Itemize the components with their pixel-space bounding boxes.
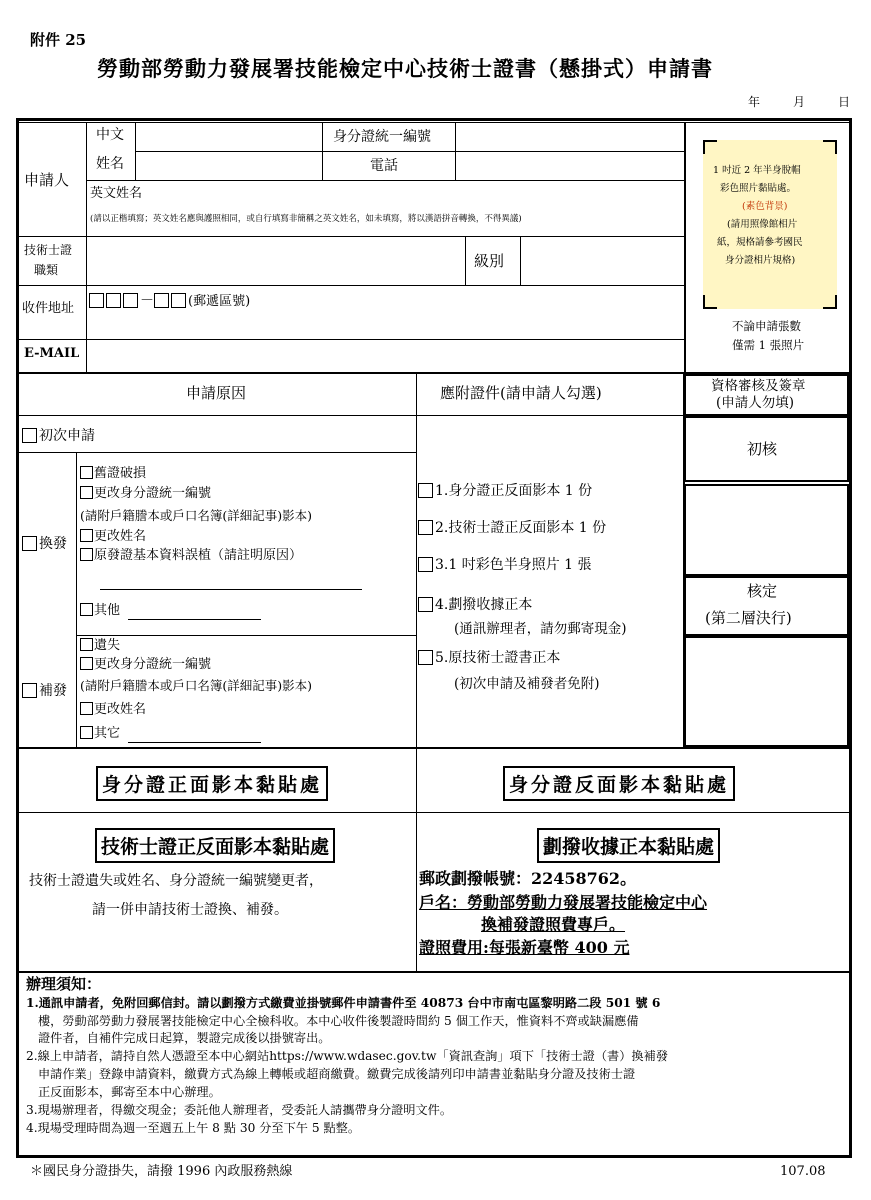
checkbox[interactable] [80, 466, 93, 479]
applicant-label: 申請人 [24, 171, 70, 189]
date-month: 月 [793, 95, 806, 109]
note-2-line-2: 申請作業」登錄申請資料，繳費方式為線上轉帳或超商繳費。繳費完成後請列印申請書並黏貼身分證及技術士證 [38, 1067, 636, 1081]
id-front-paste-label: 身分證正面影本黏貼處 [96, 766, 328, 801]
postal-digit-5[interactable] [171, 293, 186, 308]
checkbox[interactable] [418, 557, 433, 572]
id-number-label: 身分證統一編號 [333, 129, 431, 145]
photo-corner-tl [703, 140, 717, 154]
replace-item-other[interactable]: 其它 [80, 726, 120, 742]
reissue-option[interactable]: 換發 [22, 536, 67, 552]
reissue-reason-line[interactable] [100, 589, 362, 590]
footer-hotline: ＊國民身分證掛失，請撥 1996 內政服務熱線 [30, 1164, 293, 1179]
email-label: E-MAIL [24, 346, 80, 361]
attachment-id-copy[interactable]: 1.身分證正反面影本 1 份 [418, 483, 592, 499]
reissue-item-id-change[interactable]: 更改身分證統一編號 [80, 486, 211, 502]
photo-instruction-5: 紙，規格請參考國民 [717, 237, 803, 248]
photo-note-1: 不論申請張數 [732, 319, 801, 333]
reasons-header: 申請原因 [186, 384, 247, 402]
review-header: 資格審核及簽章 [711, 378, 806, 394]
english-name-field[interactable] [160, 183, 680, 205]
photo-instruction-3: (素色背景) [742, 201, 788, 212]
id-number-field[interactable] [456, 123, 683, 150]
attachment-receipt-note: (通訊辦理者，請勿郵寄現金) [454, 621, 627, 637]
postal-code-boxes[interactable] [89, 290, 250, 310]
note-2-line-3: 正反面影本，郵寄至本中心辦理。 [38, 1085, 221, 1099]
photo-instruction-2: 彩色照片黏貼處。 [720, 183, 797, 194]
note-4: 4.現場受理時間為週一至週五上午 8 點 30 分至下午 5 點整。 [26, 1121, 361, 1135]
form-title: 勞動部勞動力發展署技能檢定中心技術士證書（懸掛式）申請書 [97, 56, 713, 81]
checkbox[interactable] [80, 603, 93, 616]
id-back-paste-label: 身分證反面影本黏貼處 [503, 766, 735, 801]
checkbox[interactable] [418, 483, 433, 498]
chinese-name-label-2: 姓名 [96, 156, 124, 172]
footer-version: 107.08 [780, 1164, 826, 1179]
checkbox[interactable] [80, 657, 93, 670]
reissue-item-name-change[interactable]: 更改姓名 [80, 529, 146, 545]
checkbox[interactable] [418, 650, 433, 665]
attachment-cert-copy[interactable]: 2.技術士證正反面影本 1 份 [418, 520, 606, 536]
email-field[interactable] [88, 341, 682, 371]
replace-option[interactable]: 補發 [22, 683, 67, 699]
notes-title: 辦理須知： [26, 975, 102, 993]
first-application-option[interactable]: 初次申請 [22, 428, 95, 444]
photo-corner-bl [703, 295, 717, 309]
postal-digit-4[interactable] [154, 293, 169, 308]
note-2-line-1: 2.線上申請者，請持自然人憑證至本中心網站https://www.wdasec.gov.tw「資訊查詢」項下「技術士證（書）換補發 [26, 1049, 668, 1063]
postal-digit-1[interactable] [89, 293, 104, 308]
photo-corner-br [823, 295, 837, 309]
postal-account: 郵政劃撥帳號：22458762。 [419, 869, 637, 888]
cert-copy-note-1: 技術士證遺失或姓名、身分證統一編號變更者， [29, 873, 323, 889]
review-initial-sign-box [684, 484, 849, 576]
reissue-item-other[interactable]: 其他 [80, 603, 120, 619]
level-field[interactable] [522, 238, 682, 284]
photo-instruction-4: (請用照像館相片 [727, 219, 798, 230]
cert-type-field[interactable] [88, 238, 463, 284]
checkbox[interactable] [80, 486, 93, 499]
replace-item-id-change[interactable]: 更改身分證統一編號 [80, 657, 211, 673]
replace-item-name-change[interactable]: 更改姓名 [80, 702, 146, 718]
cert-type-label: 技術士證 [24, 243, 73, 257]
cert-type-label-2: 職類 [34, 263, 59, 277]
attachment-original-cert[interactable]: 5.原技術士證書正本 [418, 650, 560, 666]
replace-checkbox[interactable] [22, 683, 37, 698]
replace-other-line[interactable] [128, 742, 261, 743]
address-label: 收件地址 [22, 301, 75, 316]
attachment-photo[interactable]: 3.1 吋彩色半身照片 1 張 [418, 557, 592, 573]
review-final-label: 核定 [747, 582, 778, 600]
address-field[interactable] [88, 312, 682, 338]
first-application-checkbox[interactable] [22, 428, 37, 443]
photo-instruction-6: 身分證相片規格) [725, 255, 796, 266]
chinese-name-label: 中文 [96, 127, 124, 143]
postal-code-note: (郵遞區號) [188, 294, 251, 309]
checkbox[interactable] [418, 520, 433, 535]
payee-name: 戶名：勞動部勞動力發展署技能檢定中心 [419, 893, 708, 912]
reissue-item-id-note: (請附戶籍謄本或戶口名簿(詳細記事)影本) [80, 508, 313, 523]
cert-copy-note-2: 請一併申請技術士證換、補發。 [92, 902, 288, 918]
english-name-label: 英文姓名 [90, 186, 143, 201]
reissue-checkbox[interactable] [22, 536, 37, 551]
review-final-note: (第二層決行) [705, 609, 792, 627]
replace-item-lost[interactable]: 遺失 [80, 638, 120, 654]
review-header-note: (申請人勿填) [716, 395, 795, 411]
photo-corner-tr [823, 140, 837, 154]
checkbox[interactable] [80, 529, 93, 542]
checkbox[interactable] [80, 702, 93, 715]
postal-dash: － [140, 293, 154, 309]
review-final-sign-box [684, 636, 849, 747]
note-1-line-3: 證件者，自補件完成日起算，製證完成後以掛號寄出。 [38, 1031, 331, 1045]
reissue-other-line[interactable] [128, 619, 261, 620]
postal-digit-2[interactable] [106, 293, 121, 308]
postal-digit-3[interactable] [123, 293, 138, 308]
payee-name-2: 換補發證照費專戶。 [481, 915, 626, 934]
photo-note-2: 僅需 1 張照片 [732, 338, 805, 352]
chinese-name-field[interactable] [136, 123, 321, 179]
photo-instruction-1: 1 吋近 2 年半身脫帽 [713, 165, 801, 176]
level-label: 級別 [474, 252, 505, 270]
date-year: 年 [748, 95, 761, 109]
phone-label: 電話 [370, 158, 398, 174]
checkbox[interactable] [80, 726, 93, 739]
note-3: 3.現場辦理者，得繳交現金；委託他人辦理者，受委託人請攜帶身分證明文件。 [26, 1103, 453, 1117]
note-1-line-2: 樓，勞動部勞動力發展署技能檢定中心全檢科收。本中心收件後製證時間約 5 個工作天，惟資料不齊或缺漏應備 [38, 1014, 639, 1028]
review-initial-label: 初核 [747, 440, 778, 458]
annex-number: 附件 25 [30, 31, 87, 49]
checkbox[interactable] [418, 597, 433, 612]
note-1-line-1: 1.通訊申請者，免附回郵信封。請以劃撥方式繳費並掛號郵件申請書件至 40873 台中市南屯區黎明路二段 501 號 6 [26, 996, 661, 1010]
reissue-item-data-error[interactable]: 原發證基本資料誤植（請註明原因） [80, 548, 302, 564]
certificate-fee: 證照費用:每張新臺幣 400 元 [419, 938, 630, 957]
attachment-original-cert-note: (初次申請及補發者免附) [454, 676, 600, 692]
phone-field[interactable] [456, 152, 683, 179]
cert-copy-paste-label: 技術士證正反面影本黏貼處 [95, 828, 335, 863]
checkbox[interactable] [80, 548, 93, 561]
checkbox[interactable] [80, 638, 93, 651]
reissue-item-damaged[interactable]: 舊證破損 [80, 466, 146, 482]
replace-item-id-note: (請附戶籍謄本或戶口名簿(詳細記事)影本) [80, 678, 313, 693]
date-day: 日 [838, 95, 851, 109]
receipt-paste-label: 劃撥收據正本黏貼處 [537, 828, 720, 863]
attachments-header: 應附證件(請申請人勾選) [440, 384, 602, 402]
english-name-note: (請以正楷填寫；英文姓名應與護照相同，或自行填寫非簡稱之英文姓名，如未填寫，將以漢語拼音轉換，不得異議) [90, 214, 522, 224]
attachment-receipt[interactable]: 4.劃撥收據正本 [418, 597, 532, 613]
